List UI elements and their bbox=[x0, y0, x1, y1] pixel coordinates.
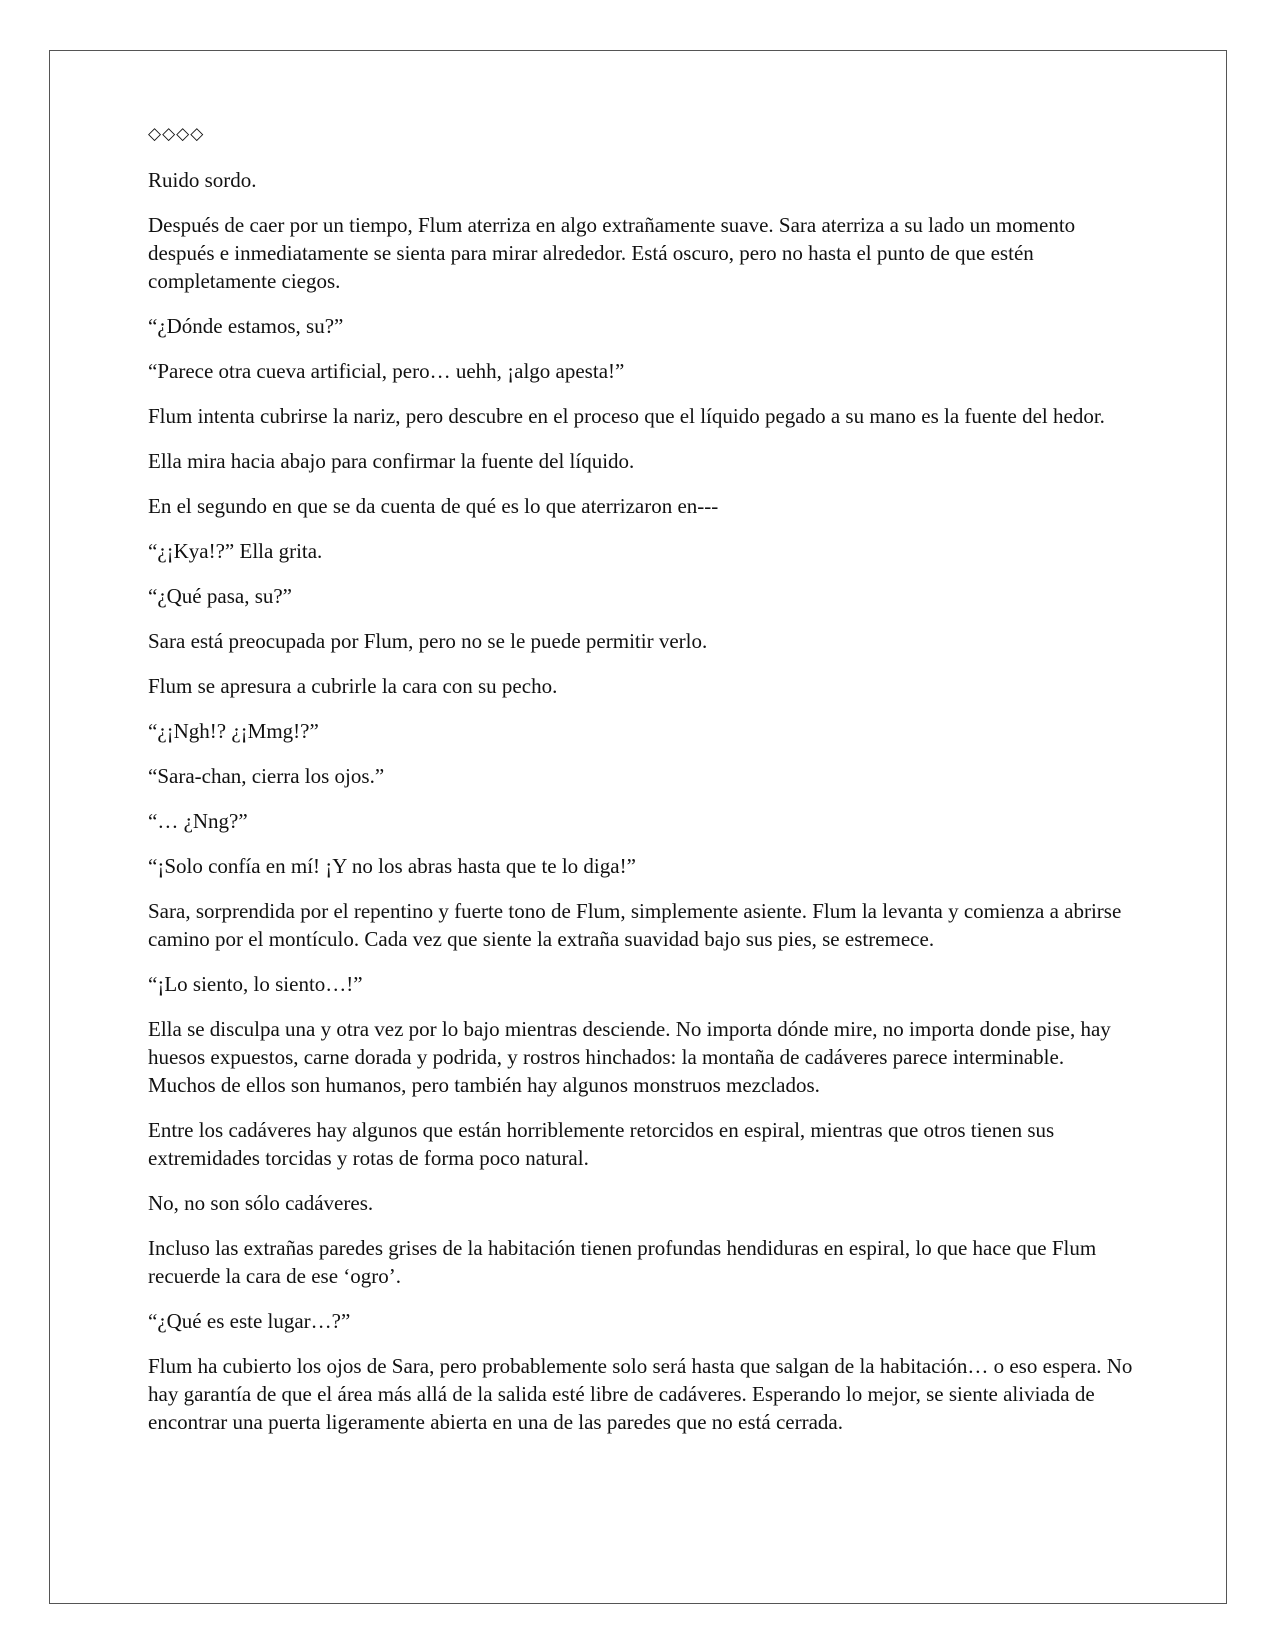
paragraph: Después de caer por un tiempo, Flum aterriza en algo extrañamente suave. Sara aterriza a su lado un momento después e inmediatamente se sienta para mirar alrededor. Está oscuro, pero no hasta el punto de que estén completamente ciegos. bbox=[148, 213, 1076, 293]
paragraph: “¡Solo confía en mí! ¡Y no los abras hasta que te lo diga!” bbox=[148, 854, 636, 878]
document-body bbox=[148, 120, 1133, 1453]
paragraph: Ella mira hacia abajo para confirmar la fuente del líquido. bbox=[148, 449, 635, 473]
scene-separator: ◇◇◇◇ bbox=[148, 124, 205, 144]
paragraph: Ruido sordo. bbox=[148, 168, 257, 192]
paragraph: “¿¡Ngh!? ¿¡Mmg!?” bbox=[148, 719, 319, 743]
paragraph: “¿Qué pasa, su?” bbox=[148, 584, 293, 608]
paragraph: Flum se apresura a cubrirle la cara con su pecho. bbox=[148, 674, 558, 698]
paragraph: “¿Qué es este lugar…?” bbox=[148, 1309, 351, 1333]
paragraph: Flum ha cubierto los ojos de Sara, pero probablemente solo será hasta que salgan de la habitación… o eso espera. No hay garantía de que el área más allá de la salida esté libre de cadáveres. Esperando lo mejor, se siente aliviada de encontrar una puerta ligeramente abierta en una de las paredes que no está cerrada. bbox=[148, 1354, 1133, 1434]
paragraph: “¿Dónde estamos, su?” bbox=[148, 314, 344, 338]
paragraph: No, no son sólo cadáveres. bbox=[148, 1191, 374, 1215]
paragraph: Sara está preocupada por Flum, pero no se le puede permitir verlo. bbox=[148, 629, 708, 653]
paragraph: Incluso las extrañas paredes grises de la habitación tienen profundas hendiduras en espiral, lo que hace que Flum recuerde la cara de ese ‘ogro’. bbox=[148, 1236, 1097, 1288]
paragraph: Entre los cadáveres hay algunos que están horriblemente retorcidos en espiral, mientras que otros tienen sus extremidades torcidas y rotas de forma poco natural. bbox=[148, 1118, 1055, 1170]
paragraph: “Sara-chan, cierra los ojos.” bbox=[148, 764, 385, 788]
paragraph: Sara, sorprendida por el repentino y fuerte tono de Flum, simplemente asiente. Flum la levanta y comienza a abrirse camino por el montículo. Cada vez que siente la extraña suavidad bajo sus pies, se estremece. bbox=[148, 899, 1122, 951]
paragraph: Flum intenta cubrirse la nariz, pero descubre en el proceso que el líquido pegado a su mano es la fuente del hedor. bbox=[148, 404, 1105, 428]
paragraph: Ella se disculpa una y otra vez por lo bajo mientras desciende. No importa dónde mire, no importa donde pise, hay huesos expuestos, carne dorada y podrida, y rostros hinchados: la montaña de cadáveres parece interminable. Muchos de ellos son humanos, pero también hay algunos monstruos mezclados. bbox=[148, 1017, 1111, 1097]
paragraph: “¡Lo siento, lo siento…!” bbox=[148, 972, 363, 996]
paragraph: “¿¡Kya!?” Ella grita. bbox=[148, 539, 323, 563]
paragraph: “… ¿Nng?” bbox=[148, 809, 248, 833]
paragraph: En el segundo en que se da cuenta de qué es lo que aterrizaron en--- bbox=[148, 494, 719, 518]
paragraph: “Parece otra cueva artificial, pero… uehh, ¡algo apesta!” bbox=[148, 359, 625, 383]
